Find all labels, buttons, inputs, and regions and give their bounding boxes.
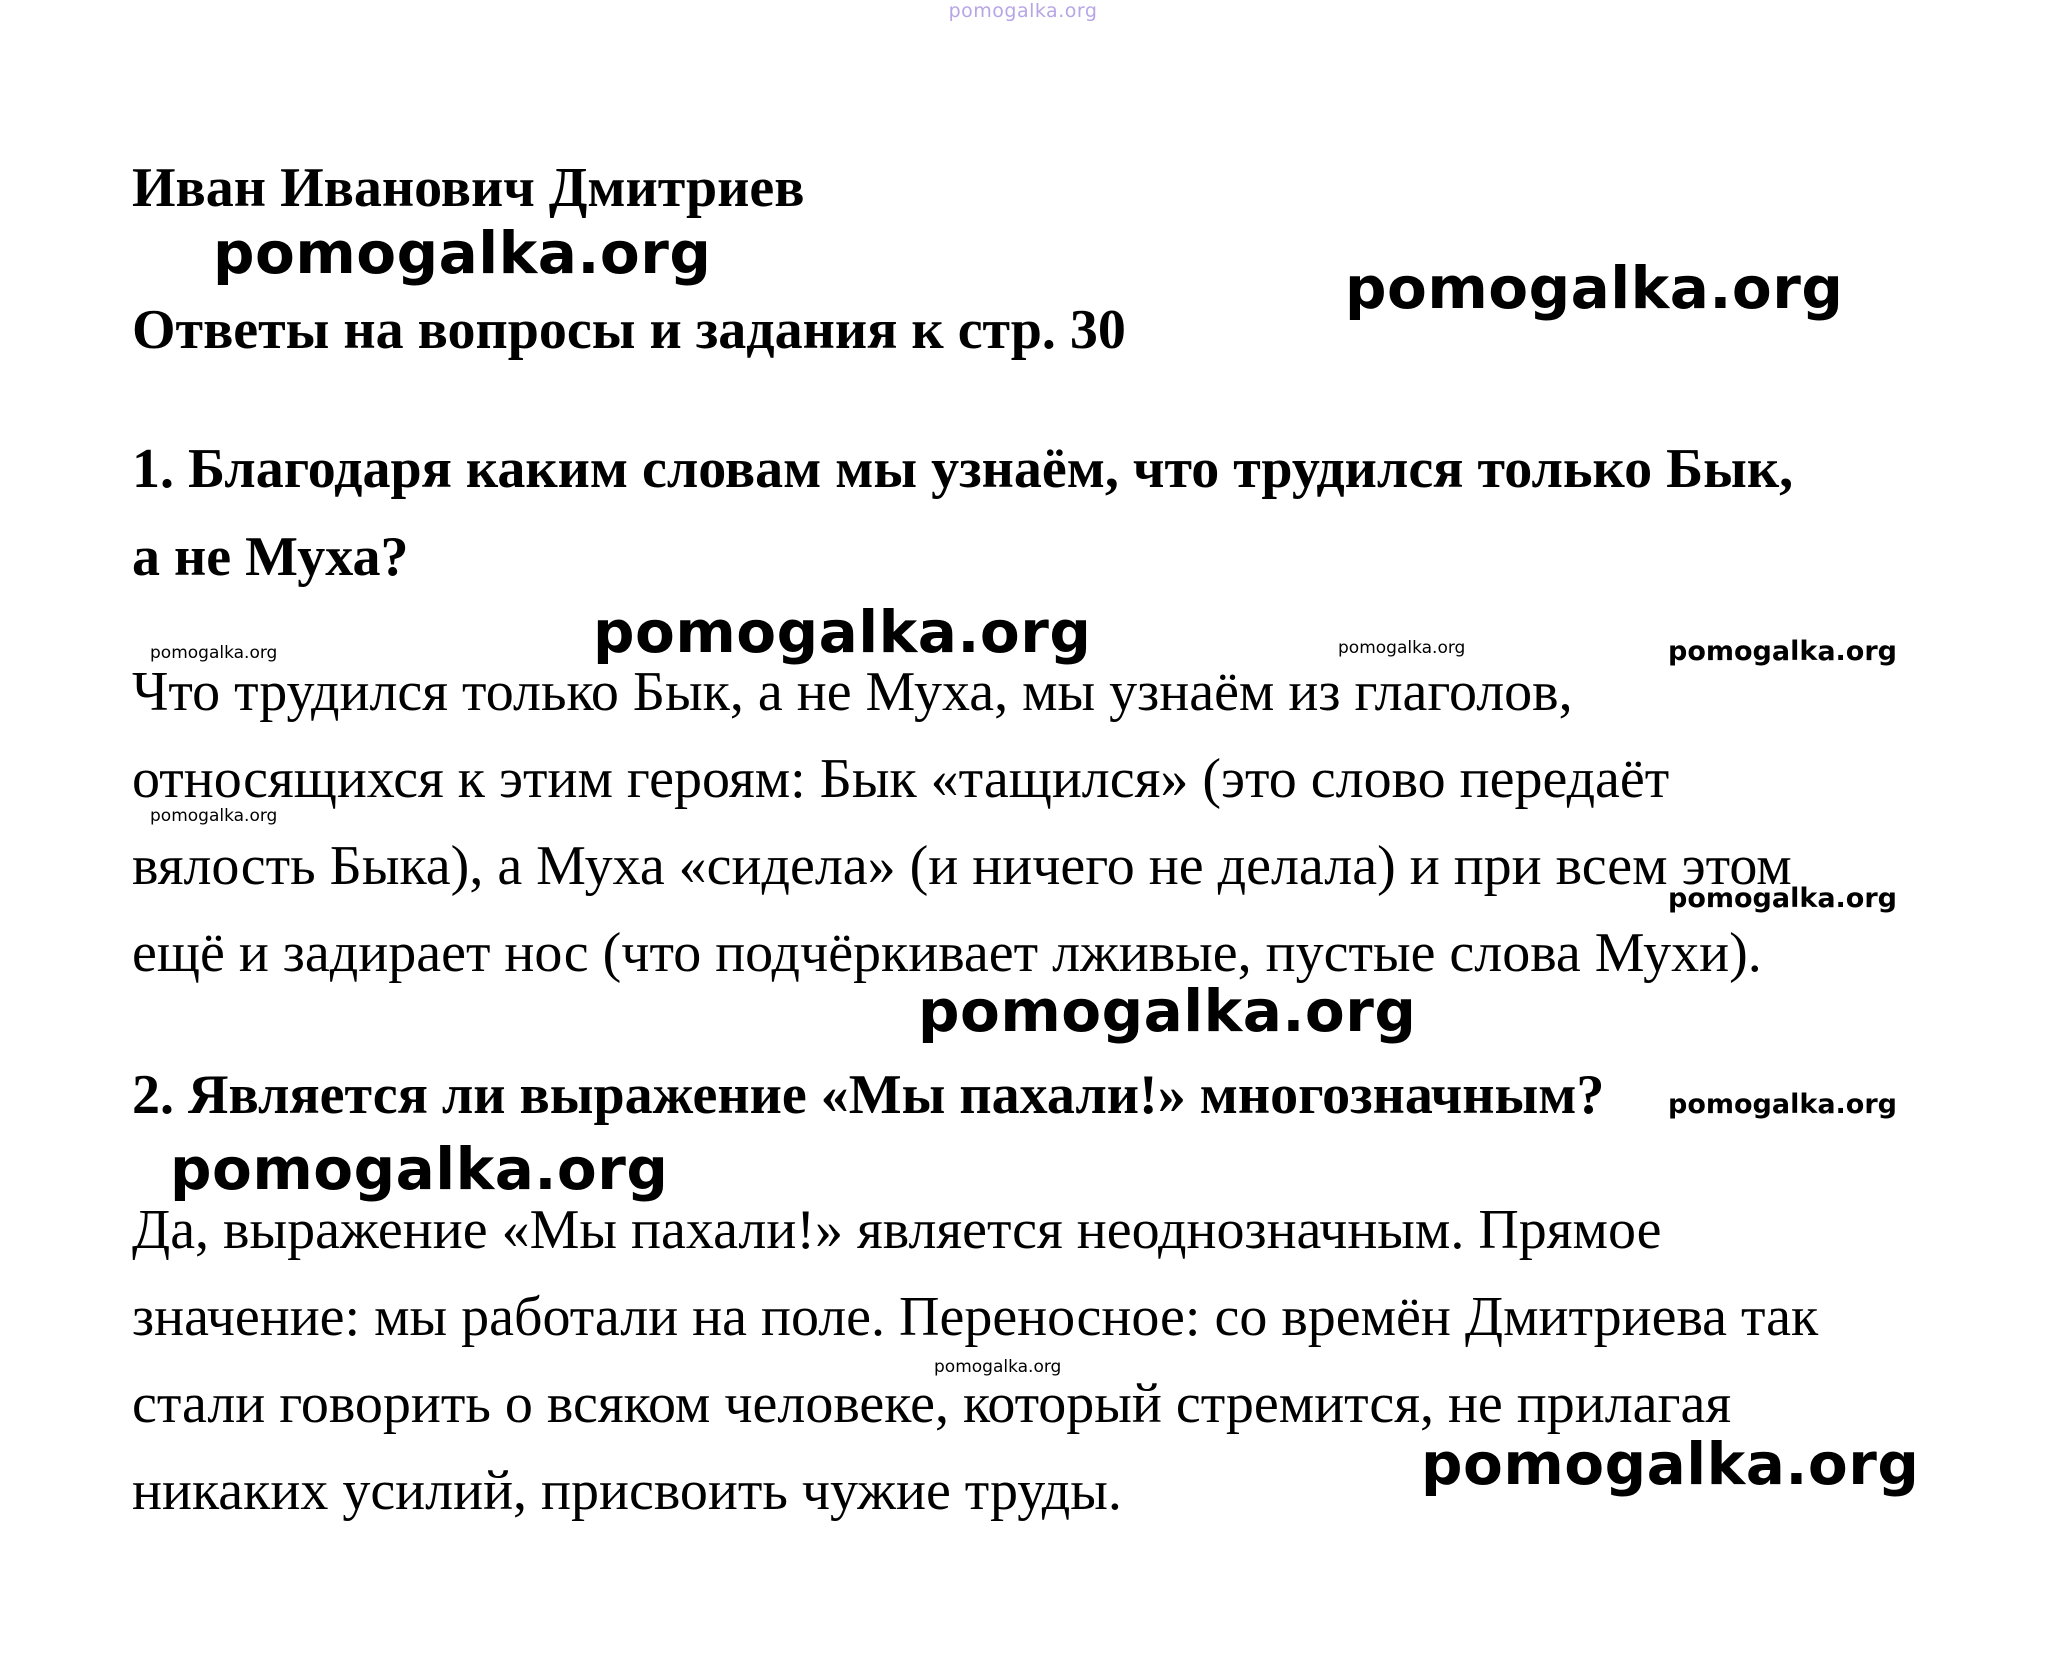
- answer-2-line: значение: мы работали на поле. Переносное: со времён Дмитриева так: [132, 1286, 1819, 1348]
- watermark: pomogalka.org: [150, 643, 278, 663]
- watermark: pomogalka.org: [1345, 254, 1844, 322]
- watermark: pomogalka.org: [150, 806, 278, 826]
- watermark: pomogalka.org: [1421, 1430, 1920, 1498]
- answer-1-line: относящихся к этим героям: Бык «тащился» (это слово передаёт: [132, 748, 1670, 810]
- watermark: pomogalka.org: [1668, 1089, 1897, 1120]
- watermark: pomogalka.org: [1668, 636, 1897, 667]
- site-mark: pomogalka.org: [948, 0, 1098, 22]
- answer-2-line: Да, выражение «Мы пахали!» является неоднозначным. Прямое: [132, 1199, 1662, 1261]
- watermark: pomogalka.org: [1668, 883, 1897, 914]
- page-title: Иван Иванович Дмитриев: [132, 157, 805, 219]
- answer-1-line: Что трудился только Бык, а не Муха, мы узнаём из глаголов,: [132, 661, 1573, 723]
- answer-1-line: вялость Быка), а Муха «сидела» (и ничего не делала) и при всем этом: [132, 835, 1792, 897]
- watermark: pomogalka.org: [934, 1357, 1062, 1377]
- watermark: pomogalka.org: [213, 219, 712, 287]
- answer-2-line: стали говорить о всяком человеке, который стремится, не прилагая: [132, 1373, 1732, 1435]
- question-1-heading-line: а не Муха?: [132, 526, 409, 588]
- watermark: pomogalka.org: [593, 598, 1092, 666]
- watermark: pomogalka.org: [1338, 638, 1466, 658]
- question-2-heading-line: 2. Является ли выражение «Мы пахали!» многозначным?: [132, 1064, 1605, 1126]
- answer-2-line: никаких усилий, присвоить чужие труды.: [132, 1460, 1122, 1522]
- watermark: pomogalka.org: [170, 1135, 669, 1203]
- answer-1-line: ещё и задирает нос (что подчёркивает лживые, пустые слова Мухи).: [132, 922, 1762, 984]
- page-subtitle: Ответы на вопросы и задания к стр. 30: [132, 299, 1126, 361]
- watermark: pomogalka.org: [918, 977, 1417, 1045]
- question-1-heading-line: 1. Благодаря каким словам мы узнаём, что трудился только Бык,: [132, 438, 1794, 500]
